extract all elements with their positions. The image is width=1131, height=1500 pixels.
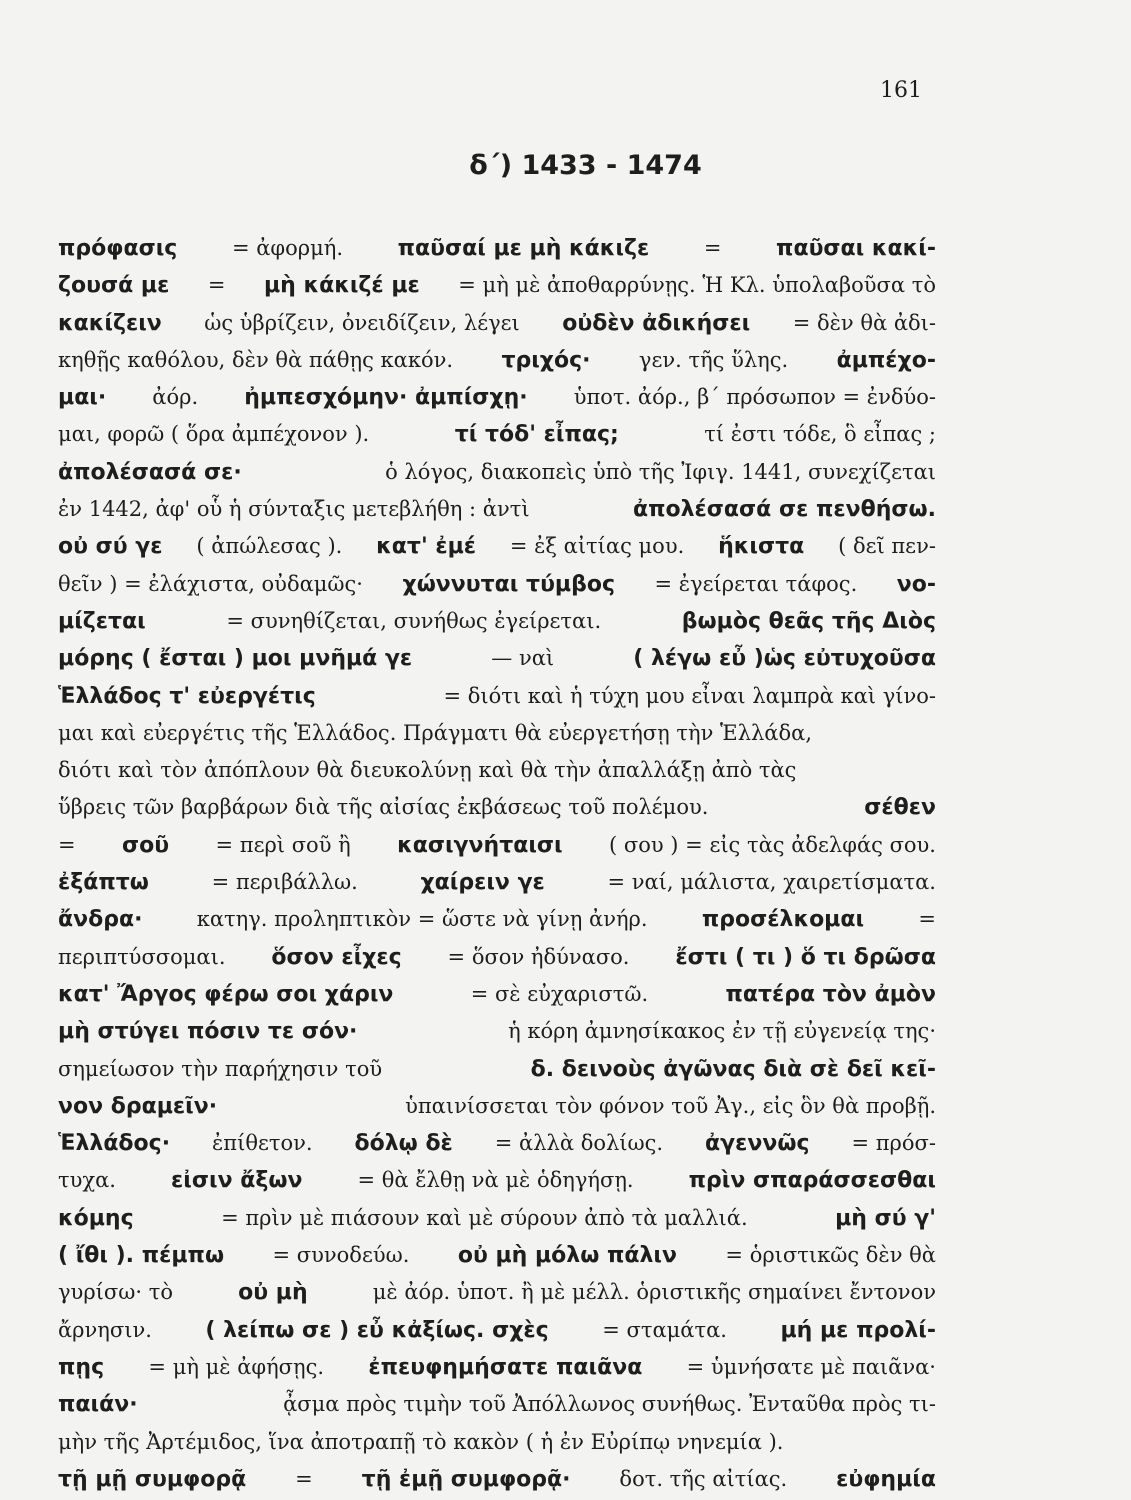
text-line [58,827,936,864]
bold-term: πατέρα τὸν ἀμὸν [725,981,936,1007]
text-line [58,678,936,715]
gloss-text: γεν. τῆς ὕλης. [632,347,795,372]
bold-term: κόμης [58,1205,134,1231]
bold-term: Ἑλλάδος· [58,1131,171,1157]
gloss-text: ἐν 1442, ἀφ' οὗ ἡ σύνταξις μετεβλήθη : ἀντὶ [58,497,537,522]
gloss-text: τί ἐστι τόδε, ὃ εἶπας ; [697,422,936,447]
text-line [58,566,936,603]
gloss-text: = [58,832,83,857]
bold-term: τῇ ἐμῇ συμφορᾷ· [361,1466,571,1492]
text-line [58,752,936,789]
bold-term: κακίζειν [58,310,162,336]
gloss-text: τυχα. [58,1168,123,1193]
gloss-text: ἄρνησιν. [58,1317,159,1342]
bold-term: εὐφημία [836,1466,936,1492]
gloss-text: ᾆσμα πρὸς τιμὴν τοῦ Ἀπόλλωνος συνήθως. Ἐνταῦθα πρὸς τι- [276,1392,936,1417]
gloss-text: κηθῇς καθόλου, δὲν θὰ πάθῃς κακόν. [58,347,460,372]
text-line [58,939,936,976]
bold-term: ( λέγω εὖ )ὡς εὐτυχοῦσα [633,646,936,672]
gloss-text: ( σου ) = εἰς τὰς ἀδελφάς σου. [602,832,936,857]
bold-term: ( λείπω σε ) εὖ κἀξίως. σχὲς [205,1317,549,1343]
text-line [58,901,936,938]
gloss-text: ὡς ὑβρίζειν, ὀνειδίζειν, λέγει [197,310,527,335]
text-line [58,379,936,416]
bold-term: παῦσαί με μὴ κάκιζε [397,236,650,261]
gloss-text: = ὁριστικῶς δὲν θὰ [718,1243,936,1268]
gloss-text: ὑποτ. ἀόρ., β΄ πρόσωπον = ἐνδύο- [567,385,936,410]
gloss-text: = περὶ σοῦ ἢ [208,832,358,857]
bold-term: ἀπολέσασά σε· [58,459,242,485]
body-text [58,230,936,1498]
text-line [58,789,936,826]
gloss-text: = ἐξ αἰτίας μου. [503,534,691,559]
gloss-text: = διότι καὶ ἡ τύχη μου εἶναι λαμπρὰ καὶ γίνο- [436,683,936,708]
bold-term: βωμὸς θεᾶς τῆς Διὸς [681,608,936,634]
gloss-text: μαι, φορῶ ( ὅρα ἀμπέχονον ). [58,422,376,447]
page-number: 161 [880,78,922,103]
text-line [58,1125,936,1162]
gloss-text: = ναί, μάλιστα, χαιρετίσματα. [600,870,936,895]
text-line [58,528,936,565]
text-line [58,1200,936,1237]
gloss-text: = ὅσον ἠδύνασο. [440,944,637,969]
bold-term: τῇ μῇ συμφορᾷ [58,1466,247,1492]
bold-term: σέθεν [864,795,936,821]
gloss-text: μὲ ἀόρ. ὑποτ. ἢ μὲ μέλλ. ὁριστικῆς σημαίνει ἔντονον [366,1280,936,1305]
text-line [58,603,936,640]
bold-term: μίζεται [58,608,146,634]
bold-term: παῦσαι κακί- [776,236,936,261]
gloss-text: = συνοδεύω. [265,1243,417,1268]
bold-term: οὐδὲν ἀδικήσει [562,310,751,336]
bold-term: ἄνδρα· [58,907,143,933]
text-line [58,1386,936,1423]
gloss-text: ὑπαινίσσεται τὸν φόνον τοῦ Ἀγ., εἰς ὃν θὰ προβῇ. [398,1093,936,1118]
bold-term: τριχός· [501,347,591,373]
bold-term: χώννυται τύμβος [402,571,616,597]
gloss-text: = πρόσ- [844,1131,936,1156]
bold-term: πρὶν σπαράσσεσθαι [688,1168,936,1194]
text-line [58,715,936,752]
gloss-text: = ἐγείρεται τάφος. [647,571,864,596]
gloss-text: = θὰ ἔλθῃ νὰ μὲ ὁδηγήσῃ. [350,1168,641,1193]
bold-term: ἀγεννῶς [705,1131,810,1157]
gloss-text: = ἀφορμή. [225,236,350,260]
bold-term: Ἑλλάδος τ' εὐεργέτις [58,683,316,709]
text-line [58,864,936,901]
gloss-text: = [288,1466,320,1491]
text-line [58,1162,936,1199]
gloss-text: = δὲν θὰ ἀδι- [786,310,936,335]
gloss-text: = συνηθίζεται, συνήθως ἐγείρεται. [219,608,608,633]
gloss-text: = μὴ μὲ ἀποθαρρύνῃς. Ἡ Κλ. ὑπολαβοῦσα τὸ [451,273,936,298]
text-line [58,305,936,342]
gloss-text: γυρίσω· τὸ [58,1280,180,1305]
bold-term: ( ἴθι ). πέμπω [58,1243,225,1269]
bold-term: πῃς [58,1354,105,1380]
gloss-text: = ἀλλὰ δολίως. [488,1131,670,1156]
bold-term: νο- [896,571,936,597]
bold-term: μή με προλί- [780,1317,936,1343]
bold-term: μαι· [58,385,107,411]
gloss-text: = [201,273,233,298]
bold-term: τί τόδ' εἶπας; [454,422,619,448]
gloss-text: = ὑμνήσατε μὲ παιᾶνα· [679,1354,936,1379]
bold-term: σοῦ [122,832,170,858]
bold-term: ἀπολέσασά σε πενθήσω. [632,497,936,523]
gloss-text: = πρὶν μὲ πιάσουν καὶ μὲ σύρουν ἀπὸ τὰ μαλλιά. [214,1205,755,1230]
bold-term: κατ' Ἄργος φέρω σοι χάριν [58,981,394,1007]
text-line [58,1349,936,1386]
gloss-text: ὁ λόγος, διακοπεὶς ὑπὸ τῆς Ἰφιγ. 1441, συνεχίζεται [378,459,936,484]
bold-term: οὐ μὴ μόλω πάλιν [457,1243,677,1269]
gloss-text: διότι καὶ τὸν ἀπόπλουν θὰ διευκολύνῃ καὶ θὰ τὴν ἀπαλλάξῃ ἀπὸ τὰς [58,758,797,783]
bold-term: μὴ κάκιζέ με [263,273,420,299]
text-line [58,1274,936,1311]
gloss-text: ἡ κόρη ἀμνησίκακος ἐν τῇ εὐγενείᾳ της· [501,1019,936,1044]
text-line [58,491,936,528]
bold-term: οὐ μὴ [238,1280,308,1306]
bold-term: οὐ σύ γε [58,534,163,560]
bold-term: ζουσά με [58,273,170,299]
bold-term: ἀμπέχο- [836,347,936,373]
gloss-text: = μὴ μὲ ἀφήσῃς. [141,1354,331,1379]
gloss-text: ἐπίθετον. [205,1131,320,1156]
text-line [58,640,936,677]
gloss-text: ἀόρ. [145,385,205,410]
text-line [58,416,936,453]
bold-term: δόλῳ δὲ [354,1131,453,1157]
section-heading: δ΄) 1433 - 1474 [469,150,702,181]
gloss-text: = [697,236,729,260]
gloss-text: = σταμάτα. [595,1317,734,1342]
bold-term: ἥκιστα [718,534,805,560]
text-line [58,1088,936,1125]
bold-term: παιάν· [58,1392,138,1418]
bold-term: μόρης ( ἔσται ) μοι μνῆμά γε [58,646,413,672]
bold-term: ὅσον εἶχες [271,944,402,970]
bold-term: νον δραμεῖν· [58,1093,218,1119]
text-line [58,1237,936,1274]
gloss-text: = [911,907,936,932]
gloss-text: περιπτύσσομαι. [58,944,233,969]
text-line [58,267,936,304]
bold-term: ἔστι ( τι ) ὅ τι δρῶσα [675,944,936,970]
bold-term: ἠμπεσχόμην· ἀμπίσχῃ· [244,385,528,411]
bold-term: ἐπευφημήσατε παιᾶνα [368,1354,643,1380]
bold-term: πρόφασις [58,236,178,261]
bold-term: μὴ στύγει πόσιν τε σόν· [58,1019,358,1045]
bold-term: εἰσιν ἄξων [171,1168,303,1194]
gloss-text: — ναὶ [484,646,561,671]
gloss-text: ( δεῖ πεν- [831,534,936,559]
bold-term: προσέλκομαι [701,907,865,933]
text-line [58,1051,936,1088]
bold-term: ἐξάπτω [58,870,149,896]
text-line [58,976,936,1013]
gloss-text: ( ἀπώλεσας ). [189,534,350,559]
text-line [58,1461,936,1498]
gloss-text: δοτ. τῆς αἰτίας. [612,1466,794,1491]
gloss-text: θεῖν ) = ἐλάχιστα, οὐδαμῶς· [58,571,370,596]
gloss-text: κατηγ. προληπτικὸν = ὥστε νὰ γίνῃ ἀνήρ. [190,907,655,932]
gloss-text: ὕβρεις τῶν βαρβάρων διὰ τῆς αἰσίας ἐκβάσεως τοῦ πολέμου. [58,795,716,820]
text-line [58,342,936,379]
gloss-text: = σὲ εὐχαριστῶ. [464,981,655,1006]
bold-term: μὴ σύ γ' [835,1205,936,1231]
gloss-text: μὴν τῆς Ἀρτέμιδος, ἵνα ἀποτραπῇ τὸ κακὸν ( ἡ ἐν Εὐρίπῳ νηνεμία ). [58,1429,784,1454]
text-line [58,1424,936,1461]
bold-term: κατ' ἐμέ [376,534,477,560]
bold-term: κασιγνήταισι [397,832,563,858]
gloss-text: σημείωσον τὴν παρήχησιν τοῦ [58,1056,389,1081]
gloss-text: = περιβάλλω. [204,870,365,895]
text-line [58,1312,936,1349]
text-line [58,230,936,267]
gloss-text: μαι καὶ εὐεργέτις τῆς Ἑλλάδος. Πράγματι θὰ εὐεργετήσῃ τὴν Ἑλλάδα, [58,720,812,745]
text-line [58,1013,936,1050]
text-line [58,454,936,491]
bold-term: χαίρειν γε [420,870,545,896]
bold-term: δ. δεινοὺς ἀγῶνας διὰ σὲ δεῖ κεῖ- [530,1056,936,1082]
